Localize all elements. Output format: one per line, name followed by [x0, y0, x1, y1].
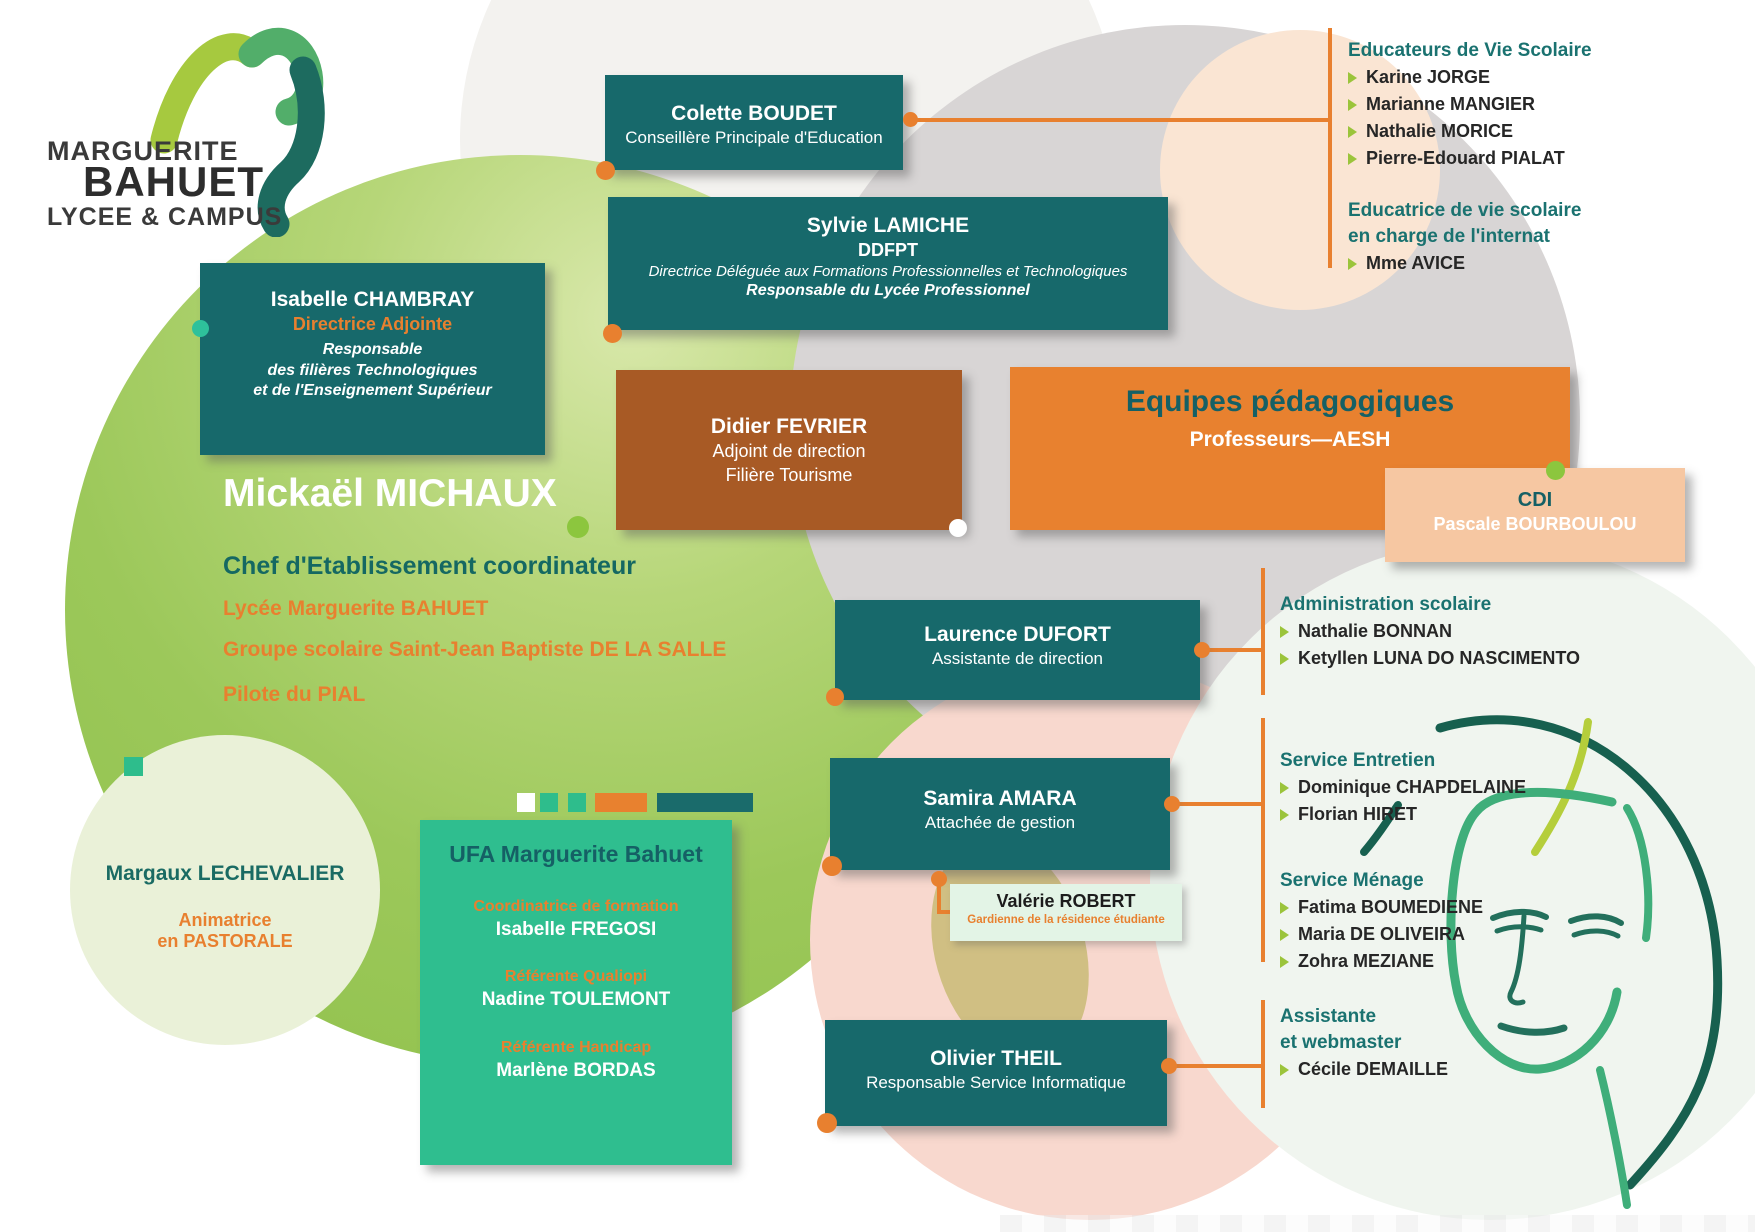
member-name: Cécile DEMAILLE	[1298, 1059, 1449, 1079]
person-name-2: Nadine TOULEMONT	[481, 989, 671, 1011]
member-name: Fatima BOUMEDIENE	[1298, 897, 1484, 917]
unit-title: UFA Marguerite Bahuet	[449, 841, 703, 867]
square-teal-2	[568, 793, 586, 812]
person-role: Responsable Service Informatique	[866, 1073, 1126, 1093]
dot-samira-elbow	[931, 871, 947, 887]
person-role-acronym: DDFPT	[858, 240, 918, 261]
org-box-samira	[830, 758, 1170, 870]
list-item	[1348, 250, 1581, 277]
dot-laurence-right	[1194, 642, 1210, 658]
connector-samira-entretien	[1172, 802, 1265, 806]
person-role-line3: des filières Technologiques	[267, 361, 478, 379]
dot-olivier-bottomleft	[817, 1113, 837, 1133]
person-name: Isabelle CHAMBRAY	[270, 288, 475, 311]
sidegroup-educatrice	[1348, 198, 1581, 277]
unit-title: CDI	[1517, 489, 1553, 511]
person-name: Margaux LECHEVALIER	[105, 862, 345, 885]
dot-didier-bottomright	[949, 519, 967, 537]
dot-cdi-top	[1546, 461, 1565, 480]
chevron-bullet-icon	[1280, 929, 1289, 941]
member-name: Zohra MEZIANE	[1298, 951, 1435, 971]
chevron-bullet-icon	[1280, 626, 1289, 638]
sidegroup-administration	[1280, 592, 1580, 672]
person-role: Conseillère Principale d'Education	[625, 128, 883, 148]
dot-michaux-didier	[567, 516, 589, 538]
dot-colette-right	[903, 112, 918, 127]
chevron-bullet-icon	[1280, 956, 1289, 968]
group-heading-line2: en charge de l'internat	[1348, 226, 1550, 247]
sidegroup-educateurs	[1348, 38, 1592, 172]
org-box-laurence	[835, 600, 1200, 700]
org-box-didier	[616, 370, 962, 530]
person-role-line4: et de l'Enseignement Supérieur	[253, 382, 492, 400]
chevron-bullet-icon	[1348, 258, 1357, 270]
org-box-valerie	[950, 884, 1182, 941]
list-item	[1280, 921, 1483, 948]
dot-sylvie-bottomleft	[603, 324, 622, 343]
director-name: Mickaël MICHAUX	[223, 472, 557, 515]
pastorale-text	[85, 862, 365, 952]
logo-text-line2: BAHUET	[83, 158, 264, 205]
list-item	[1280, 1056, 1448, 1083]
list-item	[1280, 948, 1483, 975]
chevron-bullet-icon	[1280, 902, 1289, 914]
square-darkteal	[657, 793, 753, 812]
director-title: Chef d'Etablissement coordinateur	[223, 552, 636, 580]
list-item	[1348, 145, 1592, 172]
connector-line-administration	[1261, 568, 1265, 695]
group-heading: Educateurs de Vie Scolaire	[1348, 40, 1592, 61]
group-title: Equipes pédagogiques	[1125, 385, 1455, 418]
person-role: Assistante de direction	[931, 649, 1104, 669]
org-box-colette	[605, 75, 903, 170]
director-line2: Groupe scolaire Saint-Jean Baptiste DE LA SALLE	[223, 638, 727, 661]
member-name: Marianne MANGIER	[1366, 94, 1536, 114]
square-orange	[595, 793, 647, 812]
list-item	[1280, 894, 1483, 921]
list-item	[1280, 618, 1580, 645]
person-role-line2: en PASTORALE	[157, 931, 293, 951]
dot-samira-bottomleft	[822, 856, 842, 876]
sidegroup-entretien	[1280, 748, 1526, 828]
list-item	[1348, 64, 1592, 91]
square-teal-1	[540, 793, 558, 812]
connector-line-webmaster	[1261, 1000, 1265, 1108]
member-name: Pierre-Edouard PIALAT	[1366, 148, 1565, 168]
person-name: Pascale BOURBOULOU	[1433, 514, 1637, 534]
member-name: Mme AVICE	[1366, 253, 1466, 273]
dot-samira-right	[1164, 796, 1180, 812]
chevron-bullet-icon	[1348, 153, 1357, 165]
person-name: Laurence DUFORT	[924, 623, 1111, 646]
person-role: Directrice Adjointe	[292, 314, 453, 335]
chevron-bullet-icon	[1280, 653, 1289, 665]
connector-line-services	[1261, 718, 1265, 962]
group-heading: Administration scolaire	[1280, 594, 1492, 615]
person-role-line1: Adjoint de direction	[712, 441, 866, 462]
org-box-olivier	[825, 1020, 1167, 1126]
group-heading: Service Entretien	[1280, 750, 1436, 771]
dot-olivier-right	[1161, 1058, 1177, 1074]
org-box-isabelle	[200, 263, 545, 455]
person-name: Colette BOUDET	[671, 102, 837, 125]
list-item	[1348, 91, 1592, 118]
dot-laurence-bottomleft	[826, 688, 844, 706]
person-role-line2: Filière Tourisme	[725, 464, 853, 485]
list-item	[1280, 774, 1526, 801]
group-heading-line1: Educatrice de vie scolaire	[1348, 200, 1582, 221]
person-role: Gardienne de la résidence étudiante	[967, 913, 1165, 926]
person-role-line1: Animatrice	[178, 910, 272, 930]
connector-line-educateurs	[1328, 28, 1332, 268]
member-name: Nathalie BONNAN	[1298, 621, 1453, 641]
member-name: Ketyllen LUNA DO NASCIMENTO	[1298, 648, 1581, 668]
dot-colette-bottomleft	[596, 161, 615, 180]
role-label-2: Référente Qualiopi	[504, 968, 648, 986]
person-role-line2: Responsable	[322, 340, 423, 358]
person-name: Sylvie LAMICHE	[806, 214, 970, 237]
person-name-3: Marlène BORDAS	[496, 1059, 656, 1081]
role-label-3: Référente Handicap	[500, 1038, 652, 1056]
member-name: Florian HIRET	[1298, 804, 1418, 824]
org-box-cdi	[1385, 468, 1685, 562]
chevron-bullet-icon	[1280, 1064, 1289, 1076]
connector-laurence-administration	[1202, 648, 1265, 652]
connector-colette-educateurs	[912, 118, 1332, 122]
org-box-sylvie	[608, 197, 1168, 330]
chevron-bullet-icon	[1280, 782, 1289, 794]
logo-text-line1: MARGUERITE	[47, 136, 239, 166]
person-role-full: Directrice Déléguée aux Formations Professionnelles et Technologiques	[648, 262, 1128, 280]
sidegroup-webmaster	[1280, 1004, 1448, 1083]
group-heading: Service Ménage	[1280, 870, 1424, 891]
person-role: Attachée de gestion	[924, 813, 1076, 833]
sidegroup-menage	[1280, 868, 1483, 975]
group-heading-line2: et webmaster	[1280, 1032, 1402, 1053]
group-heading-line1: Assistante	[1280, 1006, 1377, 1027]
director-line1: Lycée Marguerite BAHUET	[223, 597, 489, 620]
member-name: Dominique CHAPDELAINE	[1298, 777, 1527, 797]
person-name-1: Isabelle FREGOSI	[495, 918, 657, 940]
member-name: Nathalie MORICE	[1366, 121, 1514, 141]
person-name: Samira AMARA	[923, 787, 1077, 810]
square-white	[517, 793, 535, 812]
square-teal-margaux	[124, 757, 143, 776]
chevron-bullet-icon	[1348, 72, 1357, 84]
person-name: Valérie ROBERT	[996, 891, 1136, 911]
director-line3: Pilote du PIAL	[223, 683, 366, 706]
person-name: Didier FEVRIER	[710, 415, 868, 438]
person-name: Olivier THEIL	[930, 1047, 1062, 1070]
dot-isabelle-left	[192, 320, 209, 337]
group-subtitle: Professeurs—AESH	[1189, 427, 1391, 451]
list-item	[1280, 645, 1580, 672]
chevron-bullet-icon	[1348, 99, 1357, 111]
list-item	[1348, 118, 1592, 145]
member-name: Karine JORGE	[1366, 67, 1491, 87]
role-label-1: Coordinatrice de formation	[473, 897, 679, 915]
member-name: Maria DE OLIVEIRA	[1298, 924, 1466, 944]
chevron-bullet-icon	[1280, 809, 1289, 821]
org-box-ufa	[420, 820, 732, 1165]
logo-text-line3: LYCEE & CAMPUS	[47, 203, 283, 231]
person-role-extra: Responsable du Lycée Professionnel	[746, 282, 1030, 300]
connector-olivier-webmaster	[1169, 1064, 1265, 1068]
chevron-bullet-icon	[1348, 126, 1357, 138]
list-item	[1280, 801, 1526, 828]
